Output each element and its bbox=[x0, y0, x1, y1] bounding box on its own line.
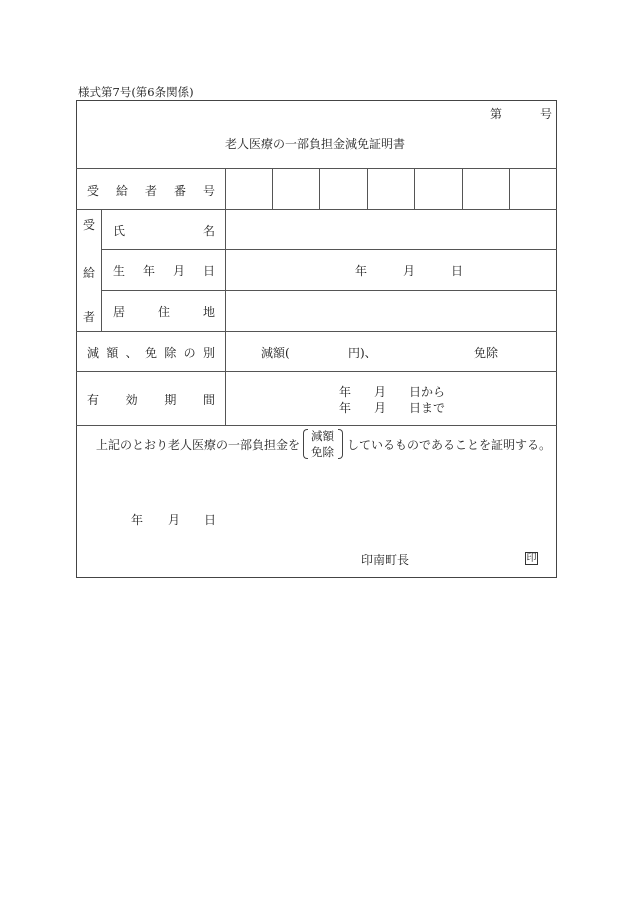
exemption-text: 免除 bbox=[474, 346, 499, 360]
issue-day-unit: 日 bbox=[204, 513, 217, 527]
recipient-group-label-1: 受 bbox=[83, 218, 96, 232]
yen-text: 円)、 bbox=[348, 346, 377, 360]
digit-cell-divider bbox=[319, 168, 320, 209]
column-divider bbox=[101, 209, 102, 331]
address-label: 居 住 地 bbox=[113, 305, 215, 319]
digit-cell-divider bbox=[272, 168, 273, 209]
signer-title: 印南町長 bbox=[361, 553, 410, 567]
divider bbox=[76, 168, 557, 169]
digit-cell-divider bbox=[462, 168, 463, 209]
bracket-right bbox=[338, 429, 343, 459]
document-title: 老人医療の一部負担金減免証明書 bbox=[224, 137, 405, 151]
recipient-group-label-2: 給 bbox=[83, 266, 96, 280]
issue-month-unit: 月 bbox=[168, 513, 181, 527]
validity-from-month: 月 bbox=[374, 385, 387, 399]
certificate-number-suffix: 号 bbox=[540, 107, 553, 121]
certificate-frame bbox=[76, 100, 557, 578]
divider bbox=[76, 425, 557, 426]
option-reduction: 減額 bbox=[311, 429, 334, 443]
statement-before: 上記のとおり老人医療の一部負担金を bbox=[96, 438, 301, 452]
validity-from-day: 日から bbox=[409, 385, 446, 399]
form-number-label: 様式第7号(第6条関係) bbox=[78, 85, 194, 99]
name-label: 氏 名 bbox=[113, 224, 215, 238]
recipient-number-label: 受 給 者 番 号 bbox=[87, 184, 215, 198]
divider bbox=[76, 209, 557, 210]
option-exemption: 免除 bbox=[311, 445, 334, 459]
bracket-left bbox=[303, 429, 308, 459]
seal-mark: 印 bbox=[526, 553, 537, 564]
certificate-number-prefix: 第 bbox=[490, 107, 503, 121]
validity-to-month: 月 bbox=[374, 401, 387, 415]
divider bbox=[76, 331, 557, 332]
validity-to-day: 日まで bbox=[409, 401, 446, 415]
divider bbox=[101, 290, 557, 291]
birth-month-unit: 月 bbox=[403, 264, 416, 278]
issue-year-unit: 年 bbox=[131, 513, 144, 527]
validity-period-label: 有 効 期 間 bbox=[87, 393, 215, 407]
validity-to-year: 年 bbox=[339, 401, 352, 415]
recipient-group-label-3: 者 bbox=[83, 310, 96, 324]
column-divider bbox=[225, 168, 226, 425]
birth-year-unit: 年 bbox=[355, 264, 368, 278]
divider bbox=[101, 249, 557, 250]
digit-cell-divider bbox=[367, 168, 368, 209]
birth-date-label: 生 年 月 日 bbox=[113, 264, 215, 278]
digit-cell-divider bbox=[414, 168, 415, 209]
reduction-amount-text: 減額( bbox=[261, 346, 290, 360]
divider bbox=[76, 371, 557, 372]
statement-after: しているものであることを証明する。 bbox=[347, 438, 552, 452]
validity-from-year: 年 bbox=[339, 385, 352, 399]
birth-day-unit: 日 bbox=[451, 264, 464, 278]
reduction-type-label: 減 額 、 免 除 の 別 bbox=[87, 346, 215, 360]
digit-cell-divider bbox=[509, 168, 510, 209]
